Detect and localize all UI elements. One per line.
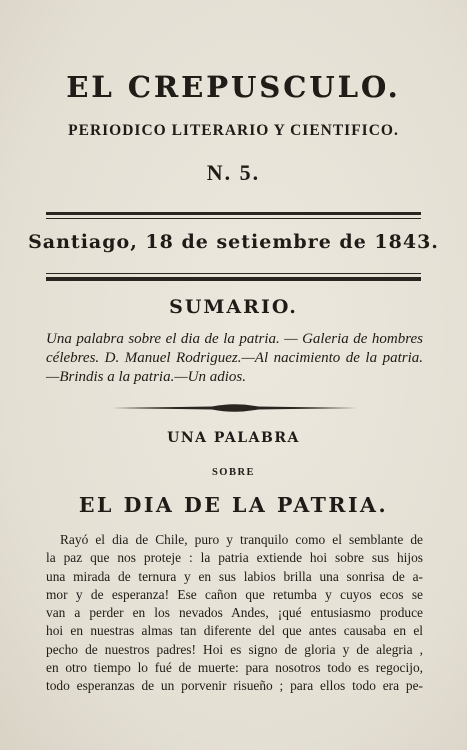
text-line: hoi en nuestras almas tan diferente del que antes causaba en el	[46, 623, 423, 639]
summary-text: Una palabra sobre el dia de la patria. — Galeria de hombres célebres. D. Manuel Rodriguez.—Al nacimiento de la patria.—Brindis a la patria.—Un adios.	[46, 331, 423, 385]
article-body	[46, 531, 423, 696]
text-line: pecho de nuestros padres! Hoi es signo de gloria y de alegria ,	[46, 641, 423, 657]
dateline: Santiago, 18 de setiembre de 1843.	[28, 231, 439, 253]
text-line: en otro tiempo lo fué de muerte: para nosotros todo es regocijo,	[46, 660, 423, 676]
masthead-title: EL CREPUSCULO.	[66, 70, 401, 104]
masthead-subtitle: PERIODICO LITERARIO Y CIENTIFICO.	[68, 122, 399, 139]
text-line: todo esperanzas de un porvenir risueño ; para ellos todo era pe-	[46, 678, 423, 694]
text-line: mor y de esperanza! Ese cañon que retumba y cuyos ecos se	[46, 586, 423, 602]
bottom-double-rule	[46, 273, 421, 281]
ornamental-divider	[112, 400, 358, 416]
text-line: la paz que nos proteje : la patria extiende hoi sobre sus hijos	[46, 550, 423, 566]
summary-heading: SUMARIO.	[169, 296, 298, 318]
text-line: una mirada de ternura y en sus labios brilla una sonrisa de a-	[46, 568, 423, 584]
article-headline: EL DIA DE LA PATRIA.	[78, 493, 389, 517]
article-kicker: UNA PALABRA	[167, 430, 300, 446]
issue-number: N. 5.	[206, 160, 261, 185]
top-double-rule	[46, 212, 421, 219]
article-connector: SOBRE	[211, 467, 256, 478]
text-line: van a perder en los nevados Andes, ¡qué entusiasmo produce	[46, 605, 423, 621]
text-line: Rayó el dia de Chile, puro y tranquilo como el semblante de	[60, 532, 423, 547]
